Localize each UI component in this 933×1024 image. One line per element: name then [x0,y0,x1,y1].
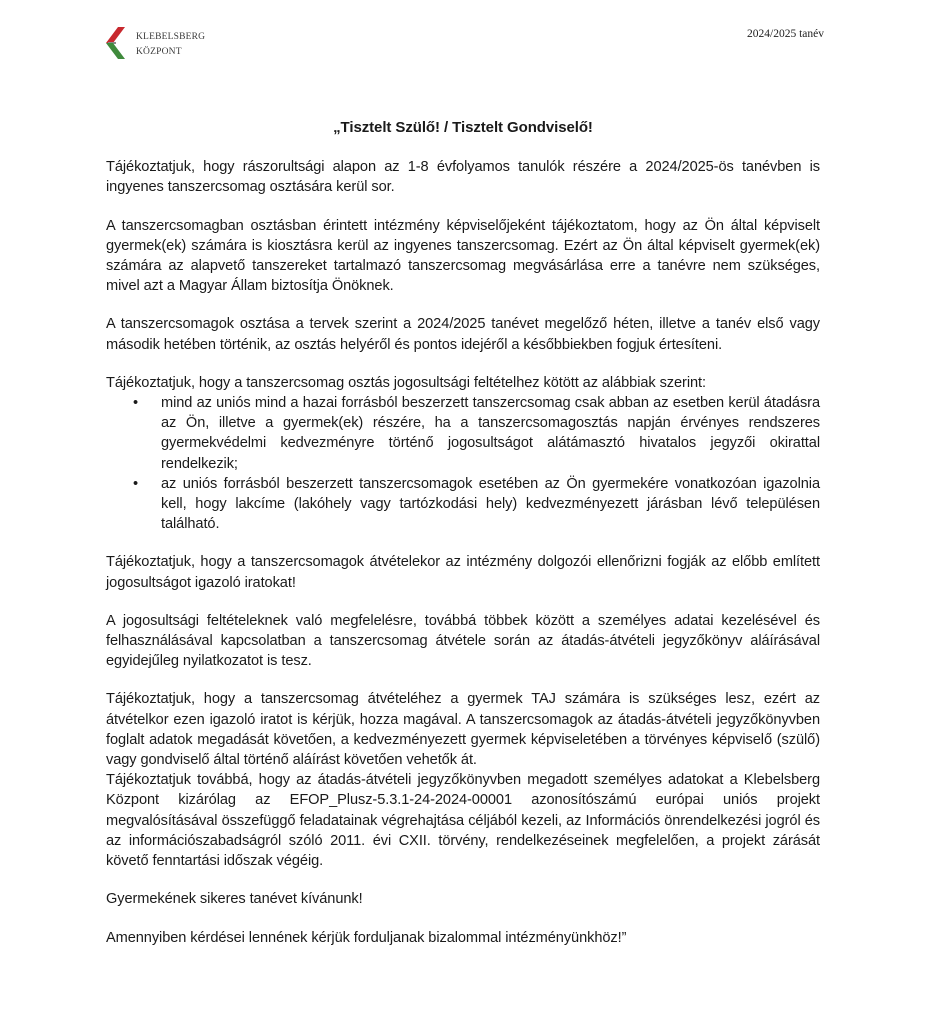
klebelsberg-logo [104,22,214,66]
conditions-intro: Tájékoztatjuk, hogy a tanszercsomag osztás jogosultsági feltételhez kötött az alábbiak szerint: [106,374,706,391]
closing-wish: Gyermekének sikeres tanévet kívánunk! [106,891,363,908]
paragraph-2: A tanszercsomagban osztásban érintett intézmény képviselőjeként tájékoztatom, hogy az Ön által képviselt gyermek(ek) számára is kiosztásra kerül az ingyenes tanszercsomag. Ezért az Ön által képviselt gyermek(ek) számára az alapvető tanszereket tartalmazó tanszercsomag megvásárlása erre a tanévre nem szükséges, mivel azt a Magyar Állam biztosítja Önöknek. [106,217,820,295]
paragraph-4: Tájékoztatjuk, hogy a tanszercsomagok átvételekor az intézmény dolgozói ellenőrizni fogják az előbb említett jogosultságot igazoló iratokat! [106,554,820,591]
condition-item [106,474,820,535]
letter-body [106,118,820,966]
condition-item [106,393,820,474]
closing-request: Amennyiben kérdései lennének kérjük forduljanak bizalommal intézményünkhöz!” [106,929,627,946]
letter-title: „Tisztelt Szülő! / Tisztelt Gondviselő! [333,119,593,136]
logo-text [136,30,205,60]
eligibility-conditions [106,373,820,535]
paragraph-1: Tájékoztatjuk, hogy rászorultsági alapon az 1-8 évfolyamos tanulók részére a 2024/2025-ös tanévben is ingyenes tanszercsomag osztására kerül sor. [106,159,820,196]
klebelsberg-k-mark-icon [104,22,134,64]
logo-line-1: KLEBELSBERG [136,32,206,42]
conditions-list [106,393,820,534]
paragraph-6: Tájékoztatjuk, hogy a tanszercsomag átvételéhez a gyermek TAJ számára is szükséges lesz, ezért az átvételkor ezen igazoló iratot is kérjük, hozza magával. A tanszercsomagok az átadás-átvételi jegyzőkönyvben foglalt adatok megadását követően, a kedvezményezett gyermek képviseletében a törvényes képviselő (szülő) vagy gondviselő által történő aláírást követően vehetők át. [106,691,820,769]
school-year: 2024/2025 tanév [747,28,824,40]
logo-line-2: KÖZPONT [136,47,182,57]
paragraph-5: A jogosultsági feltételeknek való megfelelésre, továbbá többek között a személyes adatai kezelésével és felhasználásával kapcsolatban a tanszercsomag átvétele során az átadás-átvételi jegyzőkönyv aláírásával egyidejűleg nyilatkozatot is tesz. [106,612,820,670]
page-header [104,22,824,68]
bullet-icon: • [133,395,139,412]
paragraph-3: A tanszercsomagok osztása a tervek szerint a 2024/2025 tanévet megelőző héten, illetve a tanév első vagy második hetében történik, az osztás helyéről és pontos idejéről a későbbiekben fogjuk értesíteni. [106,316,820,353]
condition-text: mind az uniós mind a hazai forrásból beszerzett tanszercsomag csak abban az esetben kerül átadásra az Ön, illetve a gyermek(ek) részére, ha a tanszercsomagosztás napján érvényes rendszeres gyermekvédelmi kedvezményre történő jogosultságot alátámasztó hivatalos jegyzői okirattal rendelkezik; [161,395,820,472]
bullet-icon: • [133,475,139,492]
paragraph-7: Tájékoztatjuk továbbá, hogy az átadás-átvételi jegyzőkönyvben megadott személyes adatokat a Klebelsberg Központ kizárólag az EFOP_Plusz-5.3.1-24-2024-00001 azonosítószámú európai uniós projekt megvalósításával összefüggő feladatainak végrehajtása céljából kezeli, az Információs önrendelkezési jogról és az információszabadságról szóló 2011. évi CXII. törvény, rendelkezéseinek megfelelően, a projekt zárását követő fenntartási időszak végéig. [106,772,820,870]
condition-text: az uniós forrásból beszerzett tanszercsomagok esetében az Ön gyermekére vonatkozóan igazolnia kell, hogy lakcíme (lakóhely vagy tartózkodási hely) kedvezményezett járásban lévő településen található. [161,475,820,533]
